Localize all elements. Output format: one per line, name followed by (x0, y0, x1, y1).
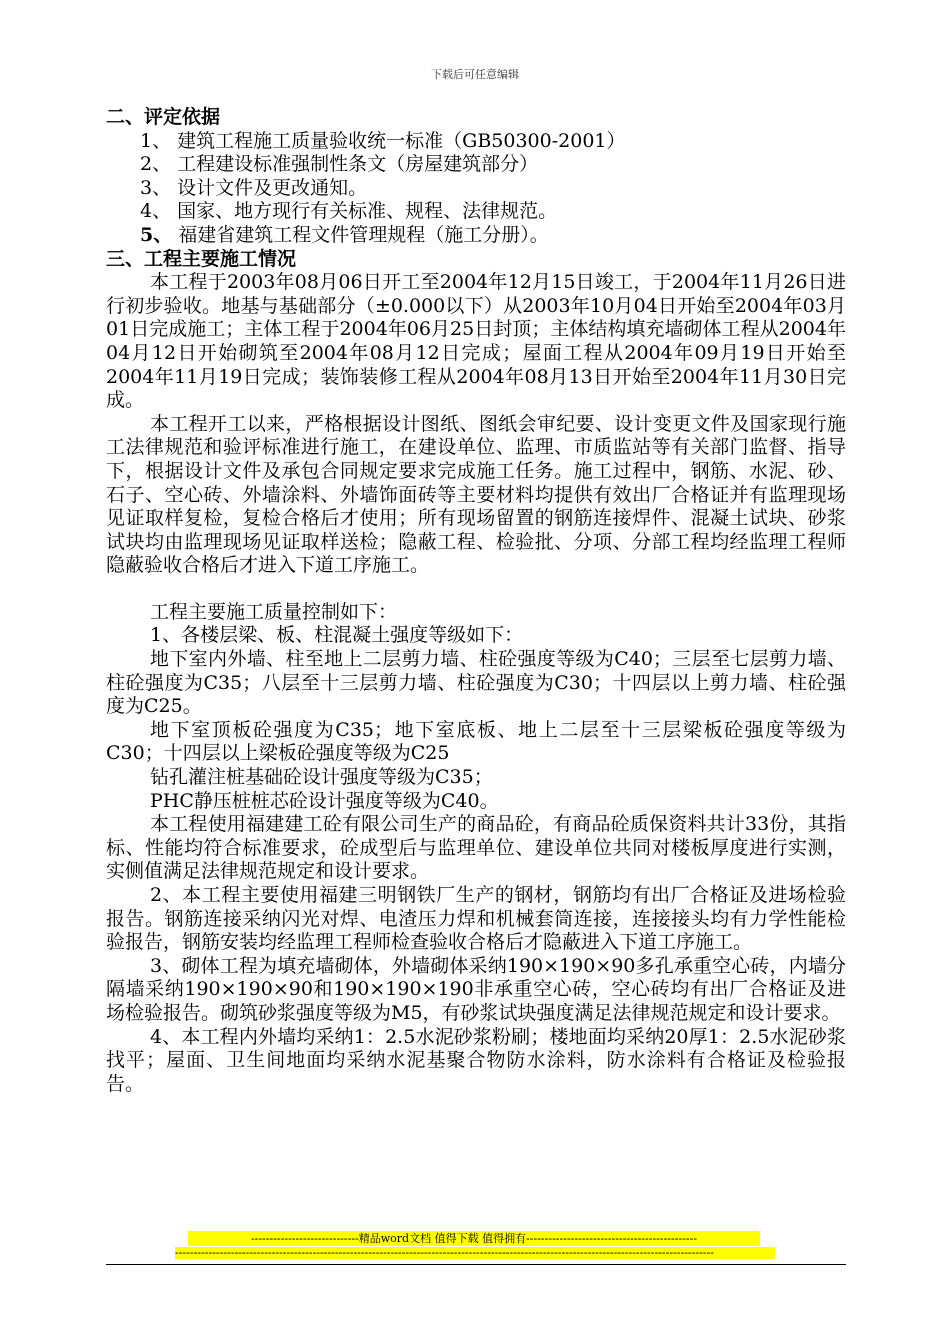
list-item: 5、 福建省建筑工程文件管理规程（施工分册）。 (140, 223, 549, 246)
list-item: 4、 国家、地方现行有关标准、规程、法律规范。 (140, 200, 558, 223)
list-item: 3、 设计文件及更改通知。 (140, 176, 368, 199)
paragraph: 地下室顶板砼强度为C35；地下室底板、地上二层至十三层梁板砼强度等级为C30；十四层以上梁板砼强度等级为C25 (106, 718, 846, 765)
paragraph: 本工程使用福建建工砼有限公司生产的商品砼，有商品砼质保资料共计33份，其指标、性能均符合标准要求，砼成型后与监理单位、建设单位共同对楼板厚度进行实测，实侧值满足法律规范规定和设计要求。 (106, 813, 846, 883)
paragraph: 工程主要施工质量控制如下： (150, 600, 398, 623)
footer-rule (106, 1264, 846, 1265)
list-item: 1、 建筑工程施工质量验收统一标准（GB50300-2001） (140, 129, 626, 152)
paragraph: 本工程于2003年08月06日开工至2004年12月15日竣工，于2004年11月26日进行初步验收。地基与基础部分（±0.000以下）从2003年10月04日开始至2004年03月01日完成施工；主体工程于2004年06月25日封顶；主体结构填充墙砌体工程从2004年04月12日开始砌筑至2004年08月12日完成；屋面工程从2004年09月19日开始至2004年11月19日完成；装饰装修工程从2004年08月13日开始至2004年11月30日完成。 (106, 271, 846, 412)
footer-banner: -----------------------------精品word文档 值得下载 值得拥有---------------------------------------------- (188, 1231, 760, 1246)
paragraph: 本工程开工以来，严格根据设计图纸、图纸会审纪要、设计变更文件及国家现行施工法律规范和验评标准进行施工，在建设单位、监理、市质监站等有关部门监督、指导下，根据设计文件及承包合同规定要求完成施工任务。施工过程中，钢筋、水泥、砂、石子、空心砖、外墙涂料、外墙饰面砖等主要材料均提供有效出厂合格证并有监理现场见证取样复检，复检合格后才使用；所有现场留置的钢筋连接焊件、混凝土试块、砂浆试块均由监理现场见证取样送检；隐蔽工程、检验批、分项、分部工程均经监理工程师隐蔽验收合格后才进入下道工序施工。 (106, 412, 846, 577)
paragraph: 3、砌体工程为填充墙砌体，外墙砌体采纳190×190×90多孔承重空心砖，内墙分隔墙采纳190×190×90和190×190×190非承重空心砖，空心砖均有出厂合格证及进场检验报告。砌筑砂浆强度等级为M5，有砂浆试块强度满足法律规范规定和设计要求。 (106, 954, 846, 1024)
paragraph: 地下室内外墙、柱至地上二层剪力墙、柱砼强度等级为C40；三层至七层剪力墙、柱砼强度为C35；八层至十三层剪力墙、柱砼强度为C30；十四层以上剪力墙、柱砼强度为C25。 (106, 648, 846, 718)
page-header: 下载后可任意编辑 (431, 68, 519, 81)
spacer (106, 578, 846, 601)
list-item: 2、 工程建设标准强制性条文（房屋建筑部分） (140, 153, 539, 176)
paragraph: 2、本工程主要使用福建三明钢铁厂生产的钢材，钢筋均有出厂合格证及进场检验报告。钢筋连接采纳闪光对焊、电渣压力焊和机械套筒连接，连接接头均有力学性能检验报告，钢筋安装均经监理工程师检查验收合格后才隐蔽进入下道工序施工。 (106, 884, 846, 954)
paragraph: 钻孔灌注桩基础砼设计强度等级为C35； (150, 766, 493, 789)
section-2-title: 二、评定依据 (106, 106, 221, 128)
paragraph: PHC静压桩桩芯砼设计强度等级为C40。 (150, 789, 499, 812)
document-body (106, 106, 846, 1096)
paragraph: 4、本工程内外墙均采纳1：2.5水泥砂浆粉刷；楼地面均采纳20厚1：2.5水泥砂浆找平；屋面、卫生间地面均采纳水泥基聚合物防水涂料，防水涂料有合格证及检验报告。 (106, 1025, 846, 1095)
footer-dashes: ------------------------------------------------------------------------------------------------------------------------------------------------- (175, 1247, 775, 1259)
paragraph: 1、各楼层梁、板、柱混凝土强度等级如下： (150, 624, 524, 647)
section-3-title: 三、工程主要施工情况 (106, 247, 297, 270)
